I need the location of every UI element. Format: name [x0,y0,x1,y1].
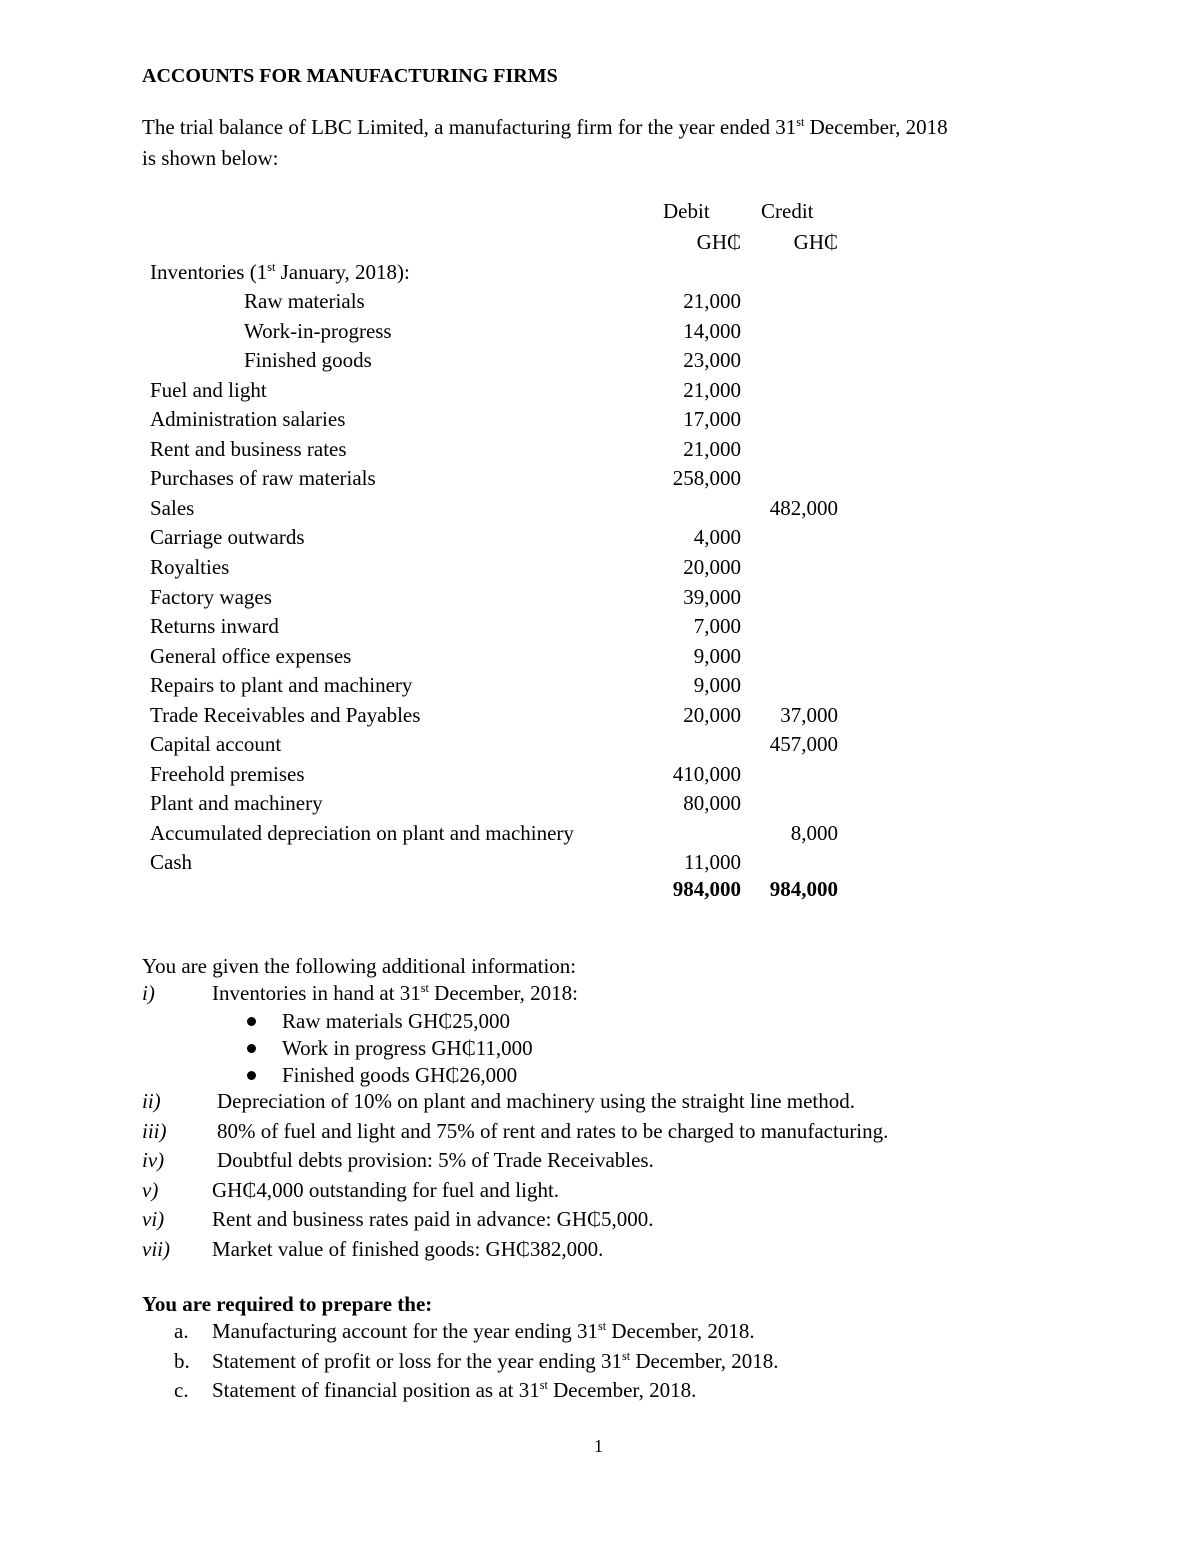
additional-info-item: 80% of fuel and light and 75% of rent and rates to be charged to manufacturing. [217,1119,889,1143]
row-label: Accumulated depreciation on plant and machinery [150,821,574,845]
inventories-in-hand-text-b: December, 2018: [428,981,578,1005]
credit-amount: 37,000 [780,703,838,727]
required-item-text-a: Statement of financial position as at 31 [212,1378,540,1402]
row-label: Purchases of raw materials [150,466,376,490]
row-label: Royalties [150,555,230,579]
debit-amount: 21,000 [683,437,741,461]
additional-info-intro: You are given the following additional information: [142,954,577,978]
row-label: Repairs to plant and machinery [150,673,413,697]
credit-header: Credit [761,199,814,223]
row-label: Returns inward [150,614,279,638]
debit-amount: 20,000 [683,555,741,579]
debit-amount: 9,000 [693,644,741,668]
credit-amount: 8,000 [790,821,838,845]
item-number: i) [142,981,155,1005]
bullet-icon [247,1017,256,1026]
debit-amount: 20,000 [683,703,741,727]
debit-amount: 9,000 [693,673,741,697]
inventories-text-a: Inventories (1 [150,260,268,284]
inventory-bullet-item: Raw materials GH₵25,000 [282,1009,511,1033]
row-label: Raw materials [244,289,365,313]
required-item-text-a: Manufacturing account for the year ending 31 [212,1319,599,1343]
intro-text-a: The trial balance of LBC Limited, a manufacturing firm for the year ended 31 [142,115,797,139]
debit-amount: 23,000 [683,348,741,372]
debit-amount: 80,000 [683,791,741,815]
additional-info-item: Doubtful debts provision: 5% of Trade Receivables. [217,1148,654,1172]
document-title: ACCOUNTS FOR MANUFACTURING FIRMS [142,65,558,87]
debit-amount: 21,000 [683,289,741,313]
intro-line-1 [142,117,948,138]
debit-amount: 258,000 [672,466,741,490]
row-label: Capital account [150,732,282,756]
inventory-bullet-item: Work in progress GH₵11,000 [282,1036,533,1060]
additional-info-item: Market value of finished goods: GH₵382,000. [212,1237,604,1261]
intro-superscript: st [796,115,805,129]
row-label: Freehold premises [150,762,305,786]
inventory-bullet-item: Finished goods GH₵26,000 [282,1063,518,1087]
total-debit: 984,000 [672,877,741,901]
required-item-letter: c. [174,1378,189,1402]
row-label: Sales [150,496,195,520]
intro-text-b: December, 2018 [804,115,948,139]
bullet-icon [247,1071,256,1080]
row-label: Plant and machinery [150,791,323,815]
additional-info-item: GH₵4,000 outstanding for fuel and light. [212,1178,560,1202]
debit-amount: 7,000 [693,614,741,638]
credit-amount: 482,000 [769,496,838,520]
debit-amount: 17,000 [683,407,741,431]
required-item-superscript: st [621,1349,631,1363]
required-item [212,1351,779,1372]
additional-info-item: Depreciation of 10% on plant and machinery using the straight line method. [217,1089,855,1113]
row-label: Rent and business rates [150,437,347,461]
row-label: Fuel and light [150,378,267,402]
item-number: vii) [142,1237,170,1261]
row-label: Trade Receivables and Payables [150,703,421,727]
item-number: iii) [142,1119,167,1143]
debit-amount: 14,000 [683,319,741,343]
additional-info-item: Rent and business rates paid in advance: GH₵5,000. [212,1207,654,1231]
item-number: vi) [142,1207,165,1231]
inventories-label [150,262,410,283]
debit-amount: 11,000 [684,850,741,874]
required-item [212,1380,696,1401]
row-label: Finished goods [244,348,372,372]
required-item-text-b: December, 2018. [606,1319,755,1343]
required-item-text-b: December, 2018. [630,1349,779,1373]
inventories-in-hand-superscript: st [420,981,429,995]
debit-amount: 4,000 [693,525,741,549]
required-item-text-b: December, 2018. [547,1378,697,1402]
required-item-superscript: st [539,1378,548,1392]
debit-amount: 410,000 [672,762,741,786]
credit-currency: GH₵ [793,230,838,254]
page-number: 1 [594,1436,603,1456]
total-credit: 984,000 [769,877,838,901]
required-item-letter: a. [174,1319,189,1343]
debit-header: Debit [663,199,710,223]
row-label: General office expenses [150,644,352,668]
inventories-in-hand [212,983,578,1004]
row-label: Cash [150,850,192,874]
item-number: ii) [142,1089,161,1113]
required-item [212,1321,755,1342]
item-number: iv) [142,1148,165,1172]
row-label: Work-in-progress [244,319,392,343]
credit-amount: 457,000 [769,732,838,756]
intro-line-2: is shown below: [142,146,279,170]
debit-amount: 21,000 [683,378,741,402]
inventories-in-hand-text-a: Inventories in hand at 31 [212,981,421,1005]
row-label: Carriage outwards [150,525,305,549]
row-label: Administration salaries [150,407,346,431]
required-item-letter: b. [174,1349,190,1373]
required-item-text-a: Statement of profit or loss for the year ending 31 [212,1349,622,1373]
required-item-superscript: st [598,1319,607,1333]
inventories-superscript: st [267,260,276,274]
required-heading: You are required to prepare the: [142,1292,433,1316]
row-label: Factory wages [150,585,272,609]
item-number: v) [142,1178,159,1202]
debit-amount: 39,000 [683,585,741,609]
bullet-icon [247,1044,256,1053]
debit-currency: GH₵ [696,230,741,254]
inventories-text-b: January, 2018): [275,260,410,284]
